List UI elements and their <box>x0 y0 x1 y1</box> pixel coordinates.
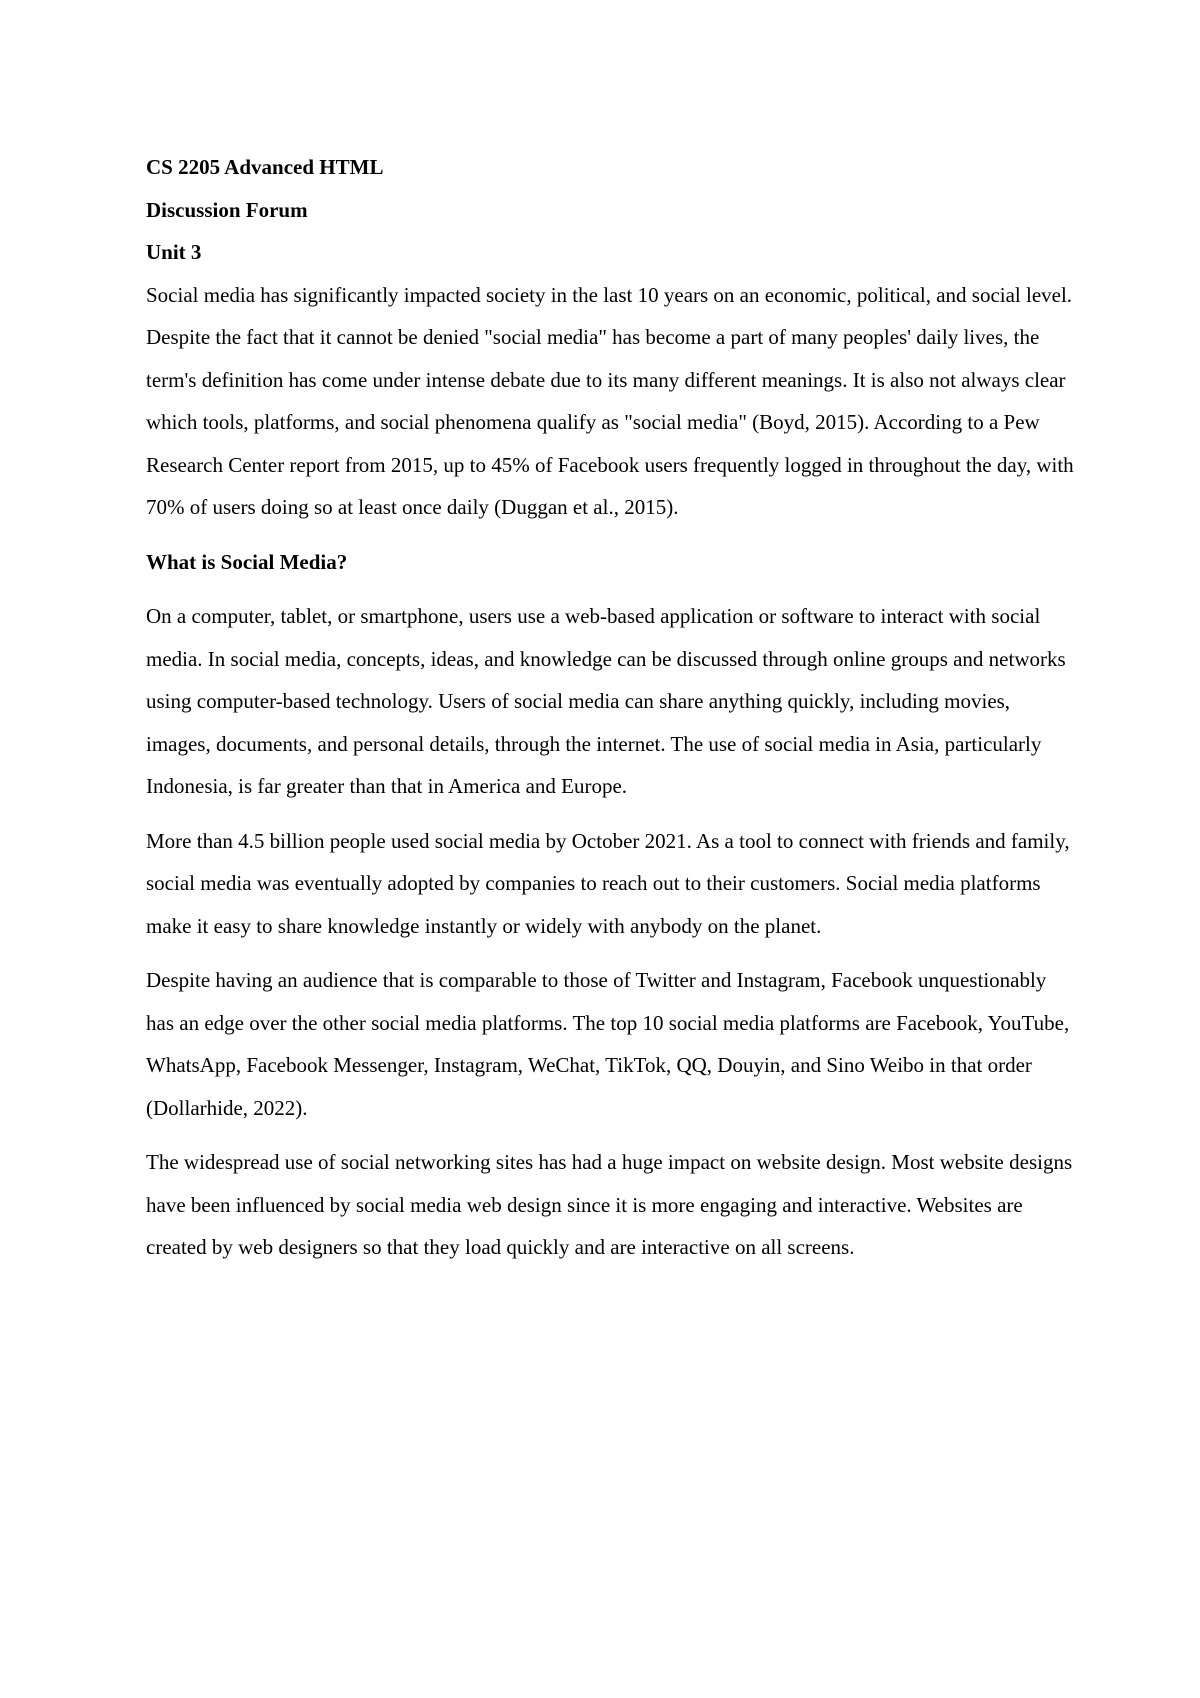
forum-title: Discussion Forum <box>146 197 308 222</box>
body-paragraph-3: Despite having an audience that is comparable to those of Twitter and Instagram, Facebook unquestionably has an edge over the other social media platforms. The top 10 social media platforms are Facebook, YouTube, WhatsApp, Facebook Messenger, Instagram, WeChat, TikTok, QQ, Douyin, and Sino Weibo in that order (Dollarhide, 2022). <box>146 968 1070 1120</box>
body-paragraph-2: More than 4.5 billion people used social media by October 2021. As a tool to connect with friends and family, social media was eventually adopted by companies to reach out to their customers. Social media platforms make it easy to share knowledge instantly or widely with anybody on the planet. <box>146 828 1070 938</box>
body-paragraph-4: The widespread use of social networking sites has had a huge impact on website design. Most website designs have been influenced by social media web design since it is more engaging and interactive. Websites are created by web designers so that they load quickly and are interactive on all screens. <box>146 1150 1073 1259</box>
body-paragraph-1: On a computer, tablet, or smartphone, users use a web-based application or software to interact with social media. In social media, concepts, ideas, and knowledge can be discussed through online groups and networks using computer-based technology. Users of social media can share anything quickly, including movies, images, documents, and personal details, through the internet. The use of social media in Asia, particularly Indonesia, is far greater than that in America and Europe. <box>146 604 1066 798</box>
intro-paragraph: Social media has significantly impacted society in the last 10 years on an economic, political, and social level. Despite the fact that it cannot be denied "social media" has become a part of many peoples' daily lives, the term's definition has come under intense debate due to its many different meanings. It is also not always clear which tools, platforms, and social phenomena qualify as "social media" (Boyd, 2015). According to a Pew Research Center report from 2015, up to 45% of Facebook users frequently logged in throughout the day, with 70% of users doing so at least once daily (Duggan et al., 2015). <box>146 282 1074 519</box>
course-title: CS 2205 Advanced HTML <box>146 155 384 179</box>
document-body <box>146 146 1076 1269</box>
unit-title: Unit 3 <box>146 240 202 264</box>
section-heading: What is Social Media? <box>146 549 348 574</box>
